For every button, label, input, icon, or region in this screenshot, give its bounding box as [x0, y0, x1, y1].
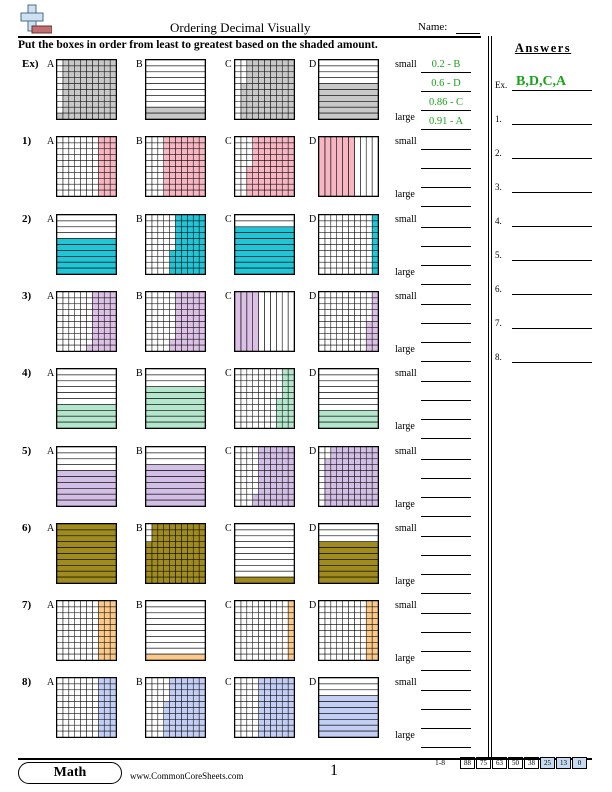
- answer-line: [421, 438, 471, 439]
- box-letter: B: [136, 368, 143, 380]
- answer-line: [421, 690, 471, 691]
- page-title: Ordering Decimal Visually: [170, 20, 311, 35]
- box-letter: A: [47, 445, 55, 457]
- answer-line: [421, 342, 471, 343]
- small-label: small: [395, 600, 417, 612]
- answer-line: [421, 574, 471, 575]
- answer-number: 2.: [495, 148, 502, 158]
- box-letter: A: [47, 290, 55, 302]
- score-range: 1-8: [435, 758, 445, 767]
- box-letter: D: [309, 600, 317, 612]
- decimal-model: [56, 368, 117, 429]
- box-letter: C: [225, 368, 232, 380]
- instructions: Put the boxes in order from least to greatest based on the shaded amount.: [18, 39, 378, 51]
- page-number: 1: [330, 762, 338, 779]
- box-letter: A: [47, 677, 55, 689]
- large-label: large: [395, 498, 415, 510]
- small-label: small: [395, 213, 417, 225]
- answer-line: [421, 459, 471, 460]
- small-label: small: [395, 290, 417, 302]
- answer-line: [421, 593, 471, 594]
- large-label: large: [395, 266, 415, 278]
- box-letter: A: [47, 522, 55, 534]
- decimal-model: [234, 59, 295, 120]
- answer-line: [421, 651, 471, 652]
- box-letter: D: [309, 59, 317, 70]
- answers-title: Answers: [514, 41, 572, 55]
- score-cell: 63: [492, 757, 507, 769]
- decimal-model: [318, 677, 379, 738]
- answer-line: [421, 728, 471, 729]
- decimal-model: [56, 600, 117, 661]
- problem-label: 4): [22, 367, 32, 380]
- decimal-model: [318, 59, 379, 120]
- answer-line: [421, 304, 471, 305]
- decimal-model: [234, 446, 295, 507]
- answer-line: [421, 555, 471, 556]
- answer-line: [421, 227, 471, 228]
- example-order-answer: 0.2 - B: [431, 59, 461, 70]
- decimal-model: [234, 677, 295, 738]
- large-label: large: [395, 112, 415, 123]
- answer-line: [421, 129, 471, 130]
- answer-line: [512, 226, 592, 227]
- answer-line: [421, 536, 471, 537]
- box-letter: B: [136, 213, 143, 225]
- box-letter: D: [309, 213, 317, 225]
- answer-line: [421, 91, 471, 92]
- large-label: large: [395, 653, 415, 665]
- box-letter: C: [225, 59, 232, 70]
- box-letter: B: [136, 445, 143, 457]
- answer-number: 6.: [495, 284, 502, 294]
- decimal-model: [56, 214, 117, 275]
- box-letter: C: [225, 677, 232, 689]
- answer-line: [421, 478, 471, 479]
- example-label: Ex.: [495, 80, 508, 90]
- answer-line: [512, 294, 592, 295]
- name-label: Name:: [418, 21, 448, 33]
- answer-line: [421, 246, 471, 247]
- decimal-model: [318, 214, 379, 275]
- answer-line: [421, 110, 471, 111]
- score-cell: 25: [540, 757, 555, 769]
- score-cell: 50: [508, 757, 523, 769]
- box-letter: C: [225, 445, 232, 457]
- box-letter: B: [136, 522, 143, 534]
- answer-line: [421, 419, 471, 420]
- box-letter: C: [225, 522, 232, 534]
- column-divider: [491, 36, 492, 758]
- answer-number: 4.: [495, 216, 502, 226]
- answer-line: [421, 187, 471, 188]
- problem-label: 1): [22, 135, 32, 148]
- example-answer: B,D,C,A: [516, 74, 567, 89]
- answer-line: [421, 323, 471, 324]
- example-order-answer: 0.91 - A: [428, 116, 464, 127]
- answer-line: [421, 149, 471, 150]
- answer-line: [421, 632, 471, 633]
- score-cell: 0: [572, 757, 587, 769]
- answer-number: 1.: [495, 114, 502, 124]
- decimal-model: [145, 523, 206, 584]
- answer-line: [421, 265, 471, 266]
- site-url: www.CommonCoreSheets.com: [130, 771, 244, 781]
- answer-line: [421, 613, 471, 614]
- decimal-model: [145, 368, 206, 429]
- box-letter: D: [309, 136, 317, 148]
- answer-line: [421, 72, 471, 73]
- decimal-model: [318, 446, 379, 507]
- box-letter: A: [47, 368, 55, 380]
- answer-line: [512, 260, 592, 261]
- answer-line: [512, 158, 592, 159]
- box-letter: B: [136, 136, 143, 148]
- decimal-model: [56, 59, 117, 120]
- box-letter: D: [309, 445, 317, 457]
- problem-label: Ex): [22, 58, 39, 70]
- score-cell: 88: [460, 757, 475, 769]
- answer-number: 7.: [495, 318, 502, 328]
- box-letter: C: [225, 600, 232, 612]
- answer-number: 3.: [495, 182, 502, 192]
- score-cell: 75: [476, 757, 491, 769]
- score-cell: 13: [556, 757, 571, 769]
- problem-label: 6): [22, 521, 32, 534]
- box-letter: B: [136, 600, 143, 612]
- problem-label: 8): [22, 676, 32, 689]
- answer-line: [512, 328, 592, 329]
- math-logo-text: Math: [53, 765, 87, 780]
- decimal-model: [318, 523, 379, 584]
- decimal-model: [145, 59, 206, 120]
- answer-line: [421, 747, 471, 748]
- answer-number: 5.: [495, 250, 502, 260]
- answer-line: [421, 516, 471, 517]
- decimal-model: [234, 291, 295, 352]
- column-divider: [488, 36, 489, 758]
- decimal-model: [234, 214, 295, 275]
- answer-line: [421, 670, 471, 671]
- box-letter: A: [47, 600, 55, 612]
- small-label: small: [395, 368, 417, 380]
- box-letter: A: [47, 59, 55, 70]
- logo-icon: [20, 4, 52, 36]
- name-line: [456, 33, 480, 34]
- small-label: small: [395, 445, 417, 457]
- answer-line: [512, 362, 592, 363]
- large-label: large: [395, 730, 415, 742]
- decimal-model: [234, 136, 295, 197]
- box-letter: D: [309, 368, 317, 380]
- large-label: large: [395, 189, 415, 201]
- decimal-model: [318, 368, 379, 429]
- box-letter: A: [47, 136, 55, 148]
- box-letter: C: [225, 290, 232, 302]
- box-letter: C: [225, 136, 232, 148]
- top-rule: [18, 36, 481, 38]
- answer-line: [421, 709, 471, 710]
- answer-line: [421, 206, 471, 207]
- answer-line: [421, 284, 471, 285]
- large-label: large: [395, 575, 415, 587]
- decimal-model: [56, 677, 117, 738]
- box-letter: A: [47, 213, 55, 225]
- small-label: small: [395, 677, 417, 689]
- decimal-model: [56, 446, 117, 507]
- score-cell: 38: [524, 757, 539, 769]
- example-order-answer: 0.86 - C: [428, 97, 464, 108]
- small-label: small: [395, 136, 417, 148]
- answer-line: [421, 400, 471, 401]
- problem-label: 2): [22, 212, 32, 225]
- decimal-model: [234, 600, 295, 661]
- answer-line: [421, 497, 471, 498]
- decimal-model: [56, 291, 117, 352]
- large-label: large: [395, 343, 415, 355]
- decimal-model: [234, 523, 295, 584]
- decimal-model: [145, 600, 206, 661]
- decimal-model: [56, 136, 117, 197]
- example-order-answer: 0.6 - D: [431, 78, 461, 89]
- decimal-model: [145, 214, 206, 275]
- answer-line: [421, 361, 471, 362]
- large-label: large: [395, 421, 415, 433]
- answer-line: [512, 192, 592, 193]
- box-letter: D: [309, 290, 317, 302]
- box-letter: C: [225, 213, 232, 225]
- decimal-model: [318, 600, 379, 661]
- decimal-model: [318, 291, 379, 352]
- box-letter: B: [136, 59, 143, 70]
- example-answer-line: [512, 90, 592, 91]
- answer-number: 8.: [495, 352, 502, 362]
- box-letter: B: [136, 290, 143, 302]
- small-label: small: [395, 522, 417, 534]
- decimal-model: [145, 677, 206, 738]
- decimal-model: [56, 523, 117, 584]
- small-label: small: [395, 59, 417, 70]
- answer-line: [512, 124, 592, 125]
- box-letter: D: [309, 522, 317, 534]
- box-letter: D: [309, 677, 317, 689]
- answer-line: [421, 168, 471, 169]
- decimal-model: [318, 136, 379, 197]
- problem-label: 5): [22, 444, 32, 457]
- decimal-model: [145, 446, 206, 507]
- answer-line: [421, 381, 471, 382]
- decimal-model: [145, 136, 206, 197]
- problem-label: 3): [22, 289, 32, 302]
- decimal-model: [145, 291, 206, 352]
- problem-label: 7): [22, 599, 32, 612]
- box-letter: B: [136, 677, 143, 689]
- decimal-model: [234, 368, 295, 429]
